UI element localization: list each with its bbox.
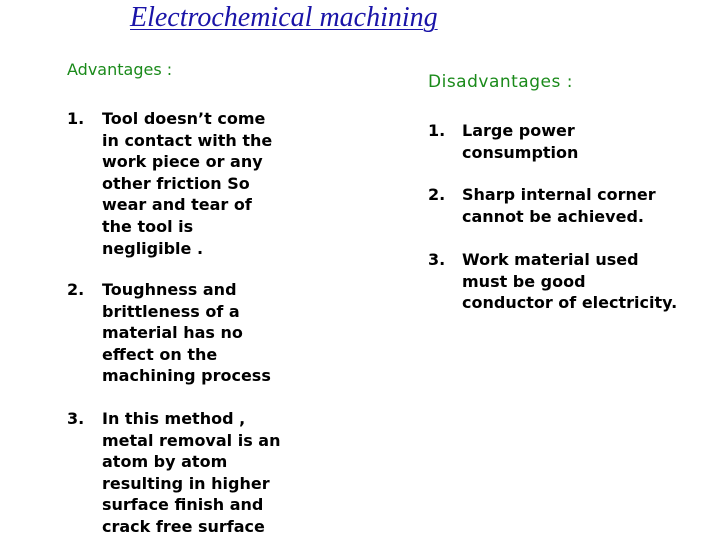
- item-text: Toughness and brittleness of a material has no effect on the machining process: [102, 280, 271, 386]
- item-number: 3.: [428, 250, 446, 269]
- item-number: 2.: [428, 185, 446, 204]
- item-text: Work material used must be good conductor of electricity.: [462, 250, 678, 313]
- advantages-heading: Advantages :: [67, 60, 173, 79]
- item-text: Large power consumption: [462, 121, 579, 162]
- item-number: 2.: [67, 280, 85, 299]
- page-title: Electrochemical machining: [130, 2, 438, 33]
- item-text: In this method , metal removal is an atom by atom resulting in higher surface finish and crack free surface: [102, 409, 281, 536]
- item-number: 3.: [67, 409, 85, 428]
- item-number: 1.: [67, 109, 85, 128]
- item-text: Tool doesn’t come in contact with the work piece or any other friction So wear and tear of the tool is negligible .: [102, 109, 273, 258]
- item-number: 1.: [428, 121, 446, 140]
- item-text: Sharp internal corner cannot be achieved.: [462, 185, 656, 226]
- disadvantages-heading: Disadvantages :: [428, 72, 573, 92]
